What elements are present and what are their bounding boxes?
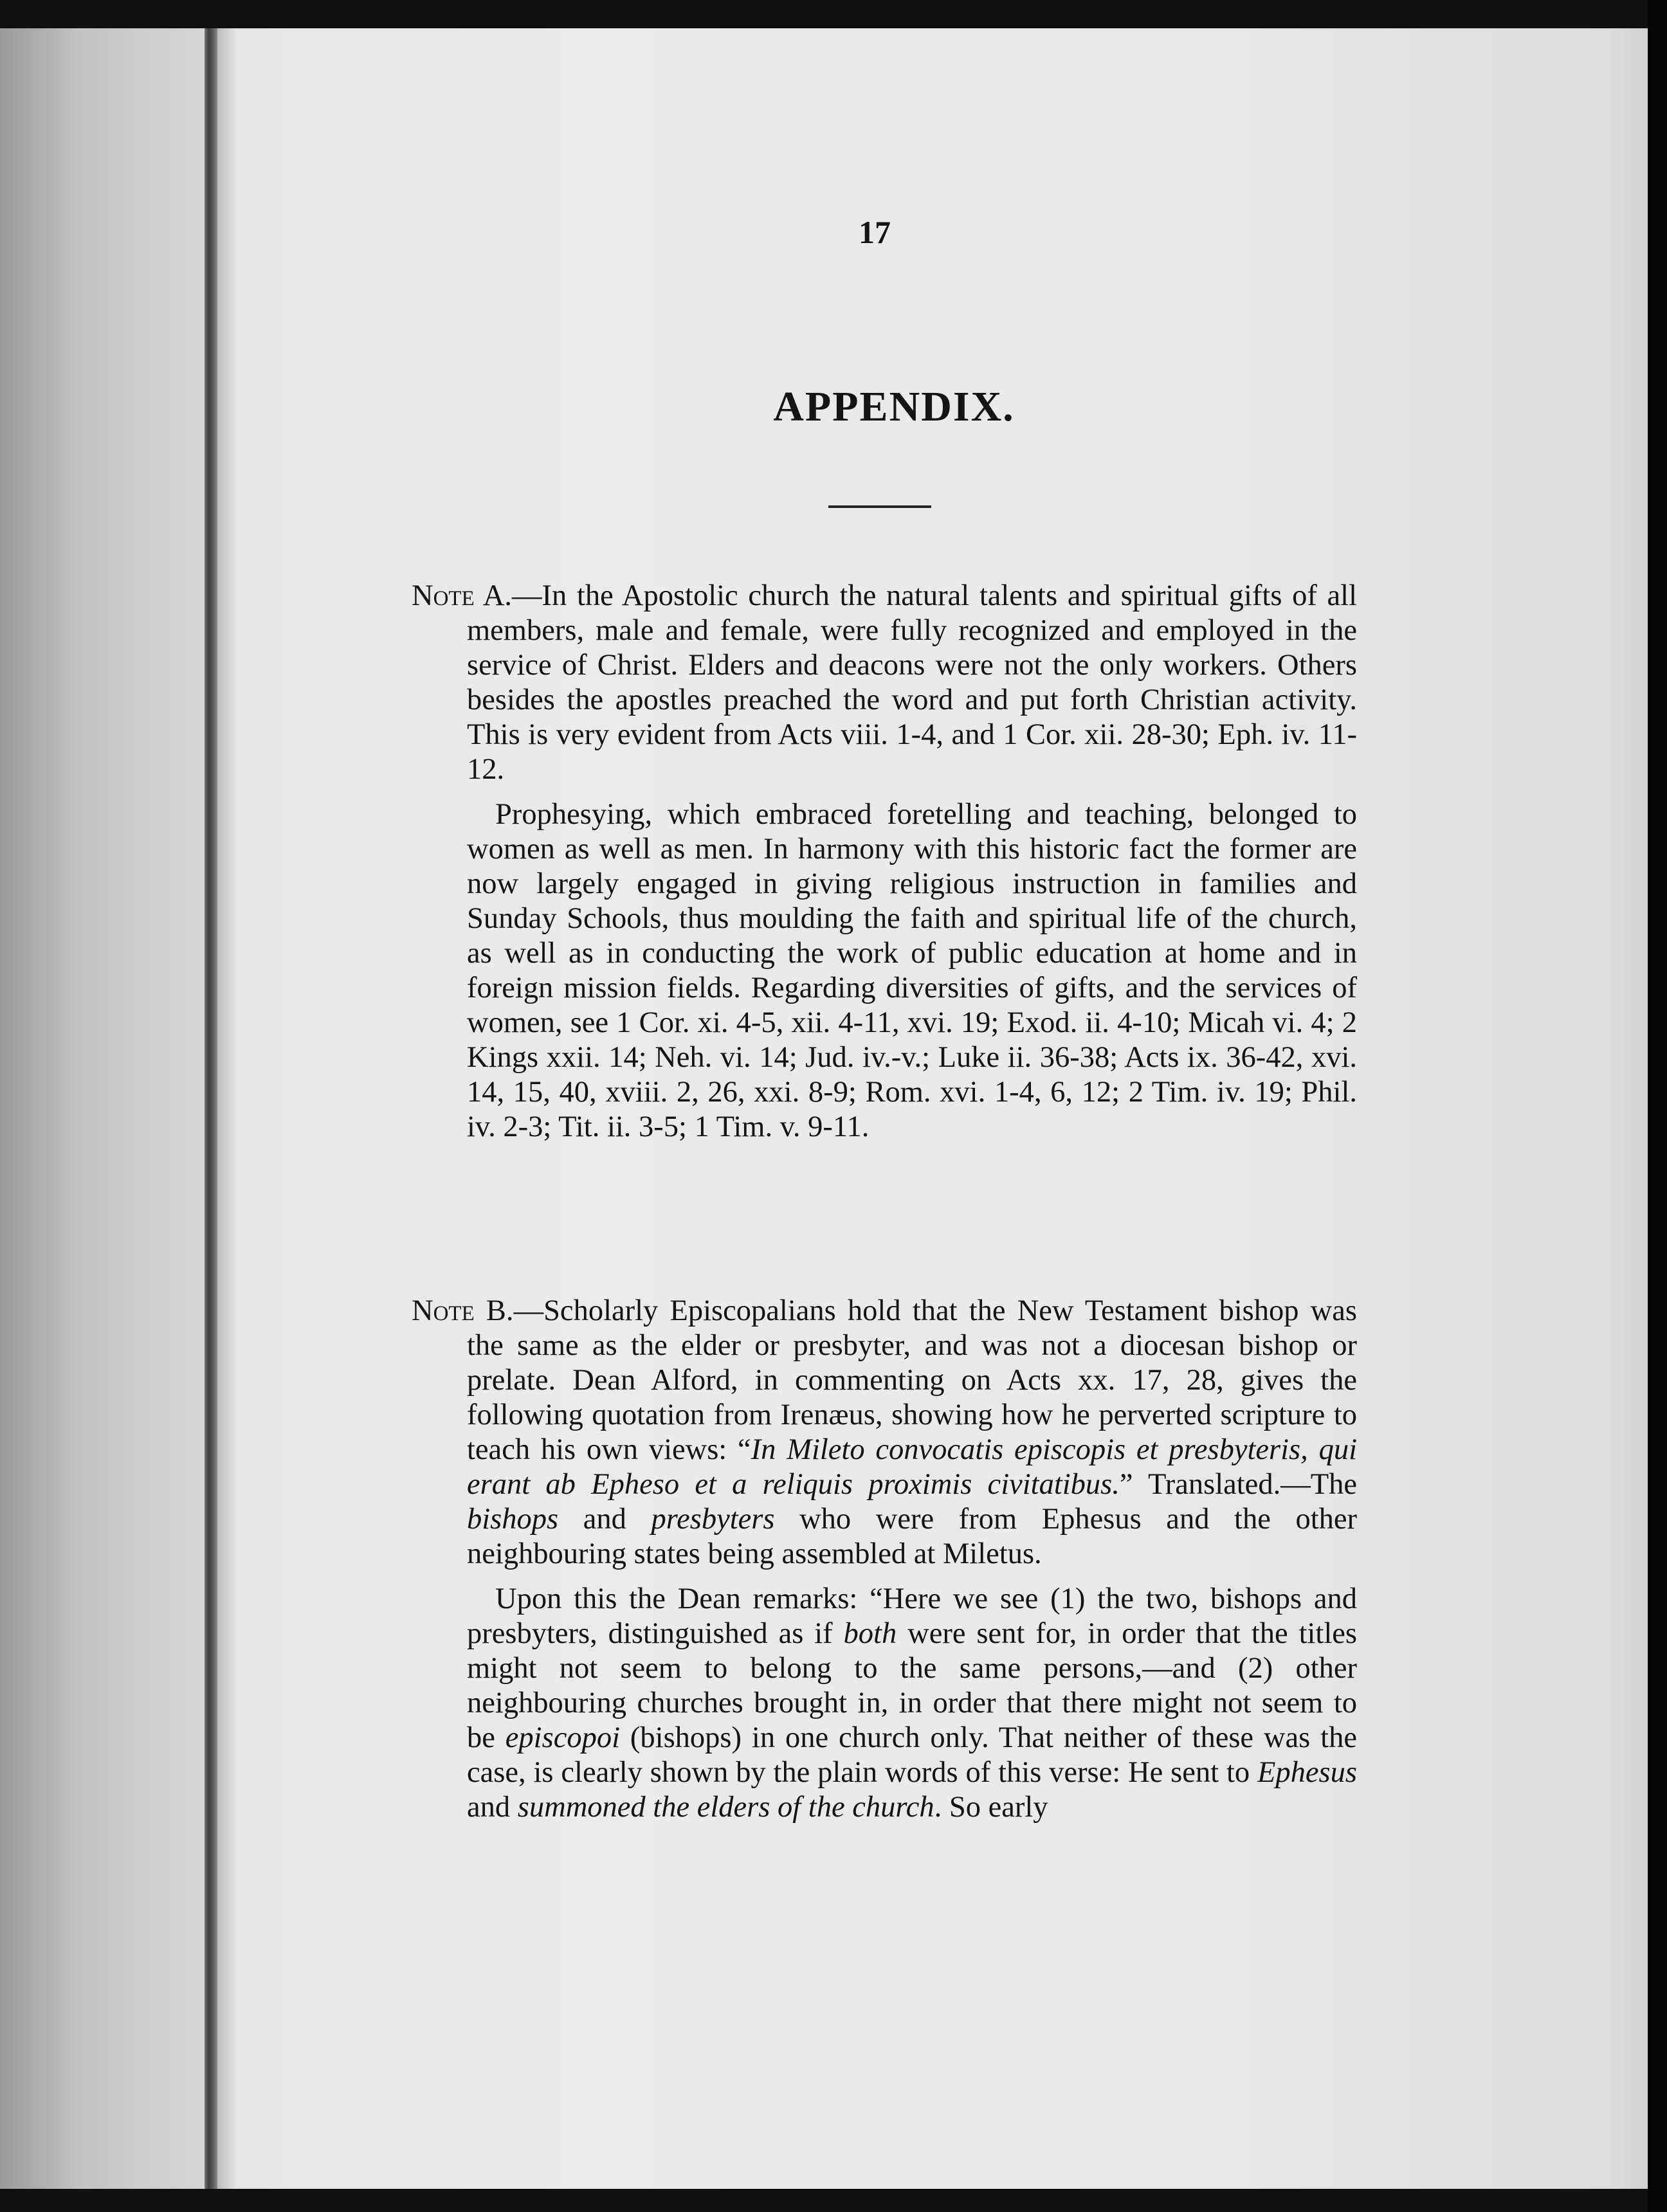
spine-edge — [205, 28, 217, 2189]
note-a-paragraph-1 — [412, 579, 1357, 787]
note-b-p2-text-a: Upon this the Dean remarks: “Here we see (1) the two, bishops and presbyters, distinguished as if — [467, 1582, 1357, 1650]
note-b-label: Note B. — [412, 1294, 514, 1327]
note-b-text-c: and — [558, 1503, 651, 1536]
note-a — [412, 579, 1357, 1145]
note-b-p2-text-e: . So early — [934, 1791, 1048, 1824]
emph-episcopoi: episcopoi — [505, 1721, 621, 1754]
note-a-text: —In the Apostolic church the natural talents and spiritual gifts of all members, male and female, were fully recognized and employed in the service of Christ. Elders and deacons were not the only workers. Others besides the apostles preached the word and put forth Christian activity. This is very evident from Acts viii. 1-4, and 1 Cor. xii. 28-30; Eph. iv. 11-12. — [467, 579, 1357, 786]
right-scan-border — [1648, 0, 1667, 2212]
note-b-p2-text-d: and — [467, 1791, 518, 1824]
note-b-p2-text-b: were sent for, in order that the titles might not seem to belong to the same persons,—and (2) other neighbouring churches brought in, in order that there might not seem to be — [467, 1617, 1357, 1754]
note-b-text-d: who were from Ephesus and the other neighbouring states being assembled at Miletus. — [467, 1503, 1358, 1570]
binding-gutter — [0, 28, 219, 2189]
emph-summoned: summoned the elders of the church — [517, 1791, 934, 1824]
emph-both: both — [843, 1617, 897, 1650]
page-heading: APPENDIX. — [773, 383, 1015, 430]
heading-rule — [828, 505, 931, 508]
page-number: 17 — [859, 214, 891, 250]
emph-bishops: bishops — [467, 1503, 559, 1536]
note-a-paragraph-2: Prophesying, which embraced foretelling and teaching, belonged to women as well as men. In harmony with this historic fact the former are now largely engaged in giving religious instruction in families and Sunday Schools, thus moulding the faith and spiritual life of the church, as well as in conducting the work of public education at home and in foreign mission fields. Regarding diversities of gifts, and the services of women, see 1 Cor. xi. 4-5, xii. 4-11, xvi. 19; Exod. ii. 4-10; Micah vi. 4; 2 Kings xxii. 14; Neh. vi. 14; Jud. iv.-v.; Luke ii. 36-38; Acts ix. 36-42, xvi. 14, 15, 40, xviii. 2, 26, xxi. 8-9; Rom. xvi. 1-4, 6, 12; 2 Tim. iv. 19; Phil. iv. 2-3; Tit. ii. 3-5; 1 Tim. v. 9-11. — [467, 798, 1357, 1143]
latin-quotation: In Mileto convocatis episcopis et presbyteris, qui erant ab Epheso et a reliquis proximis civitatibus. — [467, 1433, 1357, 1501]
emph-presbyters: presbyters — [651, 1503, 775, 1536]
note-b-paragraph-1 — [412, 1294, 1357, 1572]
note-b-p2-text-c: (bishops) in one church only. That neither of these was the case, is clearly shown by the plain words of this verse: He sent to — [467, 1721, 1357, 1789]
emph-ephesus: Ephesus — [1257, 1756, 1357, 1789]
spine-shadow — [217, 28, 237, 2189]
note-a-label: Note A. — [412, 579, 513, 612]
note-b — [412, 1294, 1357, 1825]
note-b-text-a: —Scholarly Episcopalians hold that the New Testament bishop was the same as the elder or presbyter, and was not a diocesan bishop or prelate. Dean Alford, in commenting on Acts xx. 17, 28, gives the following quotation from Irenæus, showing how he perverted scripture to teach his own views: “ — [467, 1294, 1357, 1466]
note-b-paragraph-2 — [467, 1582, 1357, 1825]
note-b-text-b: ” Translated.—The — [1119, 1468, 1357, 1501]
